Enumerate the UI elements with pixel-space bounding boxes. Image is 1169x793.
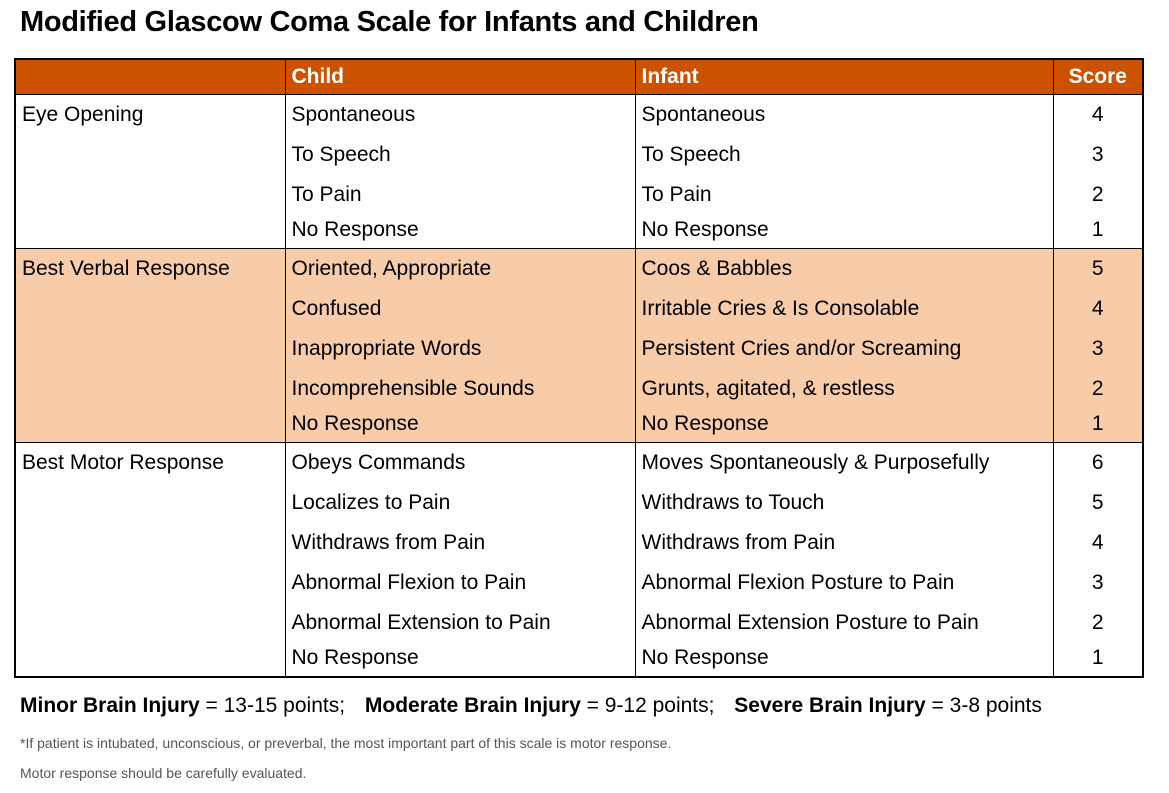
injury-summary (20, 694, 1042, 718)
child-response-cell: Abnormal Flexion to Pain (285, 563, 635, 603)
category-cell: Best Verbal Response (15, 249, 285, 290)
child-response-cell: Withdraws from Pain (285, 523, 635, 563)
table-row (15, 369, 1143, 409)
infant-response-cell: Withdraws from Pain (635, 523, 1053, 563)
table-row (15, 135, 1143, 175)
score-cell: 6 (1053, 443, 1143, 484)
table-row (15, 523, 1143, 563)
category-cell (15, 483, 285, 523)
score-cell: 2 (1053, 175, 1143, 215)
score-cell: 5 (1053, 483, 1143, 523)
score-cell: 1 (1053, 643, 1143, 677)
child-response-cell: No Response (285, 409, 635, 443)
category-cell (15, 563, 285, 603)
child-response-cell: Abnormal Extension to Pain (285, 603, 635, 643)
header-score: Score (1053, 59, 1143, 95)
child-response-cell: No Response (285, 643, 635, 677)
minor-injury-label: Minor Brain Injury (20, 694, 200, 717)
table-row (15, 643, 1143, 677)
table-body (15, 95, 1143, 678)
table-row (15, 563, 1143, 603)
header-row (15, 59, 1143, 95)
table-row (15, 175, 1143, 215)
infant-response-cell: Spontaneous (635, 95, 1053, 136)
category-cell: Eye Opening (15, 95, 285, 136)
footnote-line-2: Motor response should be carefully evaluated. (20, 765, 307, 781)
score-cell: 4 (1053, 523, 1143, 563)
score-cell: 1 (1053, 215, 1143, 249)
severe-injury-value: = 3-8 points (925, 694, 1042, 717)
header-infant: Infant (635, 59, 1053, 95)
child-response-cell: Obeys Commands (285, 443, 635, 484)
category-cell (15, 523, 285, 563)
header-child: Child (285, 59, 635, 95)
table-row (15, 215, 1143, 249)
score-cell: 4 (1053, 95, 1143, 136)
child-response-cell: To Speech (285, 135, 635, 175)
infant-response-cell: Moves Spontaneously & Purposefully (635, 443, 1053, 484)
child-response-cell: Inappropriate Words (285, 329, 635, 369)
page-title: Modified Glascow Coma Scale for Infants and Children (20, 6, 759, 38)
child-response-cell: Spontaneous (285, 95, 635, 136)
child-response-cell: No Response (285, 215, 635, 249)
table-row (15, 95, 1143, 136)
infant-response-cell: Coos & Babbles (635, 249, 1053, 290)
minor-injury-value: = 13-15 points; (199, 694, 346, 717)
infant-response-cell: Grunts, agitated, & restless (635, 369, 1053, 409)
infant-response-cell: Abnormal Extension Posture to Pain (635, 603, 1053, 643)
score-cell: 1 (1053, 409, 1143, 443)
category-cell (15, 329, 285, 369)
score-cell: 3 (1053, 329, 1143, 369)
child-response-cell: Incomprehensible Sounds (285, 369, 635, 409)
infant-response-cell: No Response (635, 643, 1053, 677)
table-row (15, 443, 1143, 484)
infant-response-cell: Withdraws to Touch (635, 483, 1053, 523)
table-row (15, 329, 1143, 369)
category-cell (15, 643, 285, 677)
infant-response-cell: Abnormal Flexion Posture to Pain (635, 563, 1053, 603)
moderate-injury-value: = 9-12 points; (580, 694, 715, 717)
footnote-line-1: *If patient is intubated, unconscious, or preverbal, the most important part of this scale is motor response. (20, 735, 672, 751)
table-row (15, 289, 1143, 329)
table-row (15, 603, 1143, 643)
category-cell (15, 175, 285, 215)
child-response-cell: Localizes to Pain (285, 483, 635, 523)
child-response-cell: Confused (285, 289, 635, 329)
moderate-injury-label: Moderate Brain Injury (364, 694, 581, 717)
table-row (15, 249, 1143, 290)
header-category (15, 59, 285, 95)
category-cell (15, 603, 285, 643)
score-cell: 5 (1053, 249, 1143, 290)
infant-response-cell: To Pain (635, 175, 1053, 215)
table-row (15, 483, 1143, 523)
score-cell: 2 (1053, 603, 1143, 643)
table-row (15, 409, 1143, 443)
category-cell (15, 289, 285, 329)
category-cell (15, 409, 285, 443)
category-cell (15, 369, 285, 409)
score-cell: 2 (1053, 369, 1143, 409)
infant-response-cell: No Response (635, 215, 1053, 249)
score-cell: 4 (1053, 289, 1143, 329)
child-response-cell: To Pain (285, 175, 635, 215)
category-cell: Best Motor Response (15, 443, 285, 484)
infant-response-cell: Persistent Cries and/or Screaming (635, 329, 1053, 369)
score-cell: 3 (1053, 563, 1143, 603)
infant-response-cell: No Response (635, 409, 1053, 443)
category-cell (15, 215, 285, 249)
child-response-cell: Oriented, Appropriate (285, 249, 635, 290)
score-cell: 3 (1053, 135, 1143, 175)
infant-response-cell: To Speech (635, 135, 1053, 175)
category-cell (15, 135, 285, 175)
severe-injury-label: Severe Brain Injury (734, 694, 926, 717)
gcs-table (14, 58, 1144, 678)
infant-response-cell: Irritable Cries & Is Consolable (635, 289, 1053, 329)
